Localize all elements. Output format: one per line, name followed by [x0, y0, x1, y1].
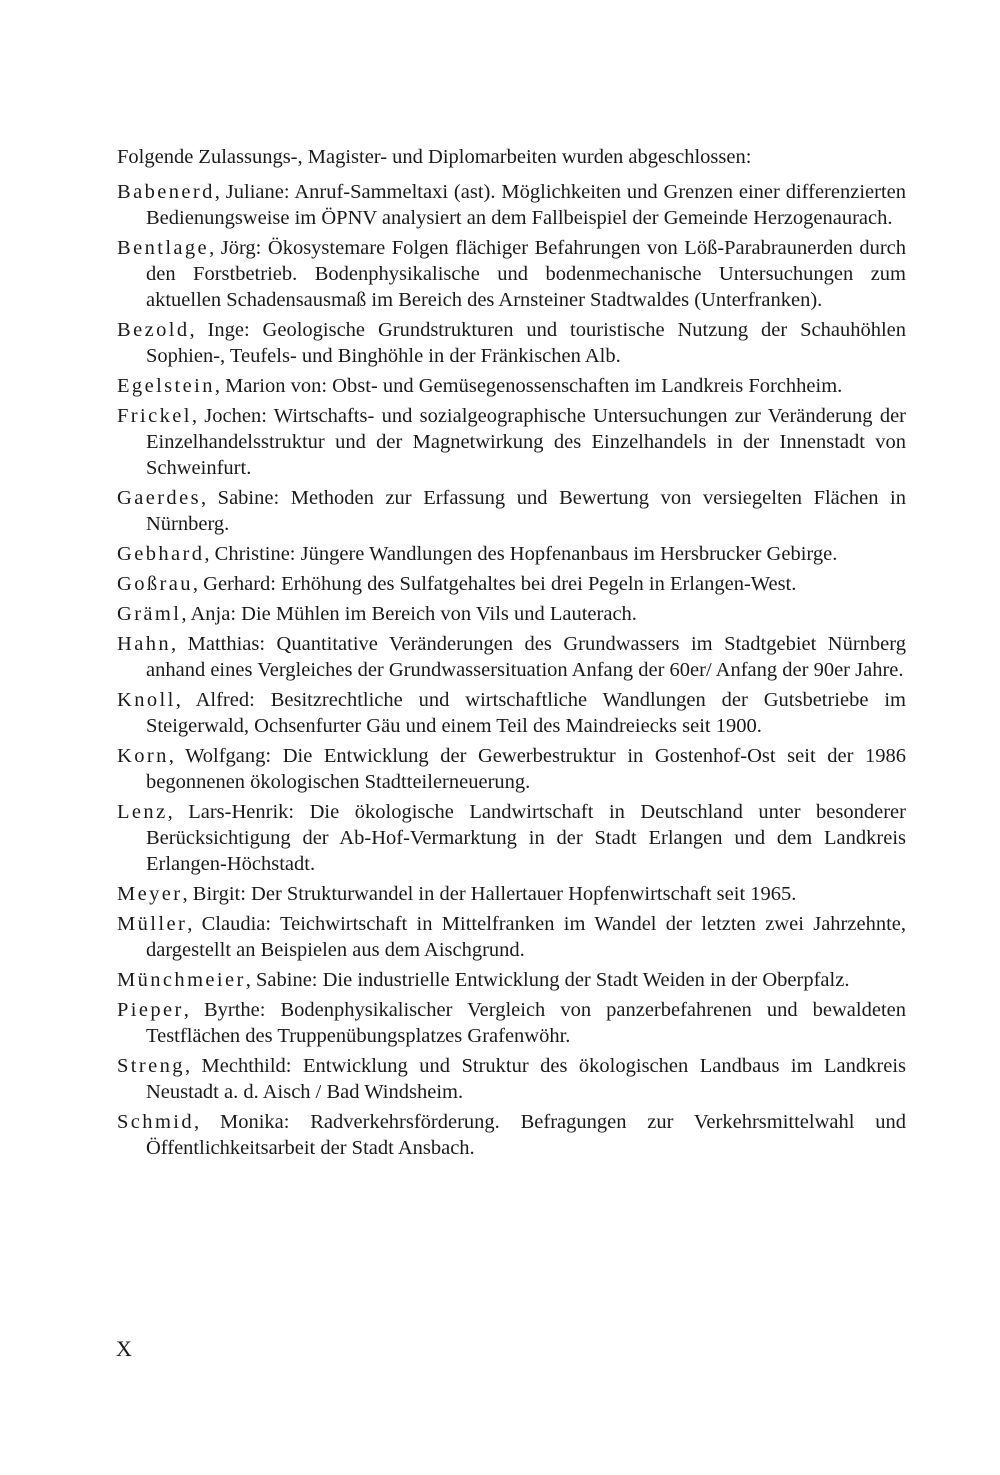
list-item	[117, 881, 906, 907]
entry-text: , Jochen: Wirtschafts- und sozialgeographische Untersuchungen zur Veränderung der Einzelhandelsstruktur und der Magnetwirkung des Einzelhandels in der Innenstadt von Schweinfurt.	[146, 405, 906, 479]
entry-text: , Mechthild: Entwicklung und Struktur des ökologischen Landbaus im Landkreis Neustadt a. d. Aisch / Bad Windsheim.	[146, 1055, 906, 1103]
thesis-list	[117, 179, 906, 1161]
entry-text: , Jörg: Ökosystemare Folgen flächiger Befahrungen von Löß-Parabraunerden durch den Forstbetrieb. Bodenphysikalische und bodenmechanische Untersuchungen zum aktuellen Schadensausmaß im Bereich des Arnsteiner Stadtwaldes (Unterfranken).	[146, 237, 906, 311]
entry-text: , Wolfgang: Die Entwicklung der Gewerbestruktur in Gostenhof-Ost seit der 1986 begonnenen ökologischen Stadtteilerneuerung.	[146, 745, 906, 793]
list-item	[117, 967, 906, 993]
entry-surname: Korn	[117, 745, 169, 767]
entry-surname: Münchmeier	[117, 969, 246, 991]
entry-text: , Inge: Geologische Grundstrukturen und touristische Nutzung der Schauhöhlen Sophien-, Teufels- und Binghöhle in der Fränkischen Alb.	[146, 319, 906, 367]
entry-text: , Birgit: Der Strukturwandel in der Hallertauer Hopfenwirtschaft seit 1965.	[182, 883, 797, 905]
entry-text: , Monika: Radverkehrsförderung. Befragungen zur Verkehrsmittelwahl und Öffentlichkeitsarbeit der Stadt Ansbach.	[146, 1111, 906, 1159]
entry-text: , Matthias: Quantitative Veränderungen des Grundwassers im Stadtgebiet Nürnberg anhand eines Vergleiches der Grundwassersituation Anfang der 60er/ Anfang der 90er Jahre.	[146, 633, 906, 681]
entry-surname: Bezold	[117, 319, 190, 341]
entry-surname: Schmid	[117, 1111, 195, 1133]
entry-surname: Egelstein	[117, 375, 215, 397]
list-item	[117, 743, 906, 795]
entry-surname: Müller	[117, 913, 188, 935]
list-item	[117, 601, 906, 627]
entry-surname: Gräml	[117, 603, 182, 625]
entry-text: , Sabine: Methoden zur Erfassung und Bewertung von versiegelten Flächen in Nürnberg.	[146, 487, 906, 535]
entry-surname: Knoll	[117, 689, 176, 711]
page-number: X	[116, 1336, 132, 1361]
entry-text: , Juliane: Anruf-Sammeltaxi (ast). Möglichkeiten und Grenzen einer differenzierten Bedienungsweise im ÖPNV analysiert an dem Fallbeispiel der Gemeinde Herzogenaurach.	[146, 181, 906, 229]
list-item	[117, 235, 906, 313]
entry-surname: Meyer	[117, 883, 183, 905]
list-item	[117, 571, 906, 597]
entry-text: , Alfred: Besitzrechtliche und wirtschaftliche Wandlungen der Gutsbetriebe im Steigerwald, Ochsenfurter Gäu und einem Teil des Maindreiecks seit 1900.	[146, 689, 906, 737]
entry-surname: Bentlage	[117, 237, 210, 259]
entry-surname: Hahn	[117, 633, 172, 655]
entry-text: , Byrthe: Bodenphysikalischer Vergleich von panzerbefahrenen und bewaldeten Testflächen des Truppenübungsplatzes Grafenwöhr.	[146, 999, 906, 1047]
entry-text: , Sabine: Die industrielle Entwicklung der Stadt Weiden in der Oberpfalz.	[245, 969, 850, 991]
entry-surname: Gebhard	[117, 543, 205, 565]
document-page	[117, 144, 906, 1165]
list-item	[117, 485, 906, 537]
list-item	[117, 179, 906, 231]
intro-text: Folgende Zulassungs-, Magister- und Diplomarbeiten wurden abgeschlossen:	[117, 146, 752, 168]
list-item	[117, 1109, 906, 1161]
entry-surname: Streng	[117, 1055, 185, 1077]
entry-text: , Claudia: Teichwirtschaft in Mittelfranken im Wandel der letzten zwei Jahrzehnte, dargestellt an Beispielen aus dem Aischgrund.	[146, 913, 906, 961]
list-item	[117, 911, 906, 963]
entry-surname: Lenz	[117, 801, 168, 823]
list-item	[117, 373, 906, 399]
list-item	[117, 317, 906, 369]
entry-surname: Babenerd	[117, 181, 215, 203]
entry-surname: Gaerdes	[117, 487, 201, 509]
entry-text: , Anja: Die Mühlen im Bereich von Vils und Lauterach.	[181, 603, 637, 625]
list-item	[117, 1053, 906, 1105]
entry-surname: Goßrau	[117, 573, 193, 595]
list-item	[117, 799, 906, 877]
entry-text: , Lars-Henrik: Die ökologische Landwirtschaft in Deutschland unter besonderer Berücksichtigung der Ab-Hof-Vermarktung in der Stadt Erlangen und dem Landkreis Erlangen-Höchstadt.	[146, 801, 906, 875]
list-item	[117, 631, 906, 683]
entry-text: , Marion von: Obst- und Gemüsegenossenschaften im Landkreis Forchheim.	[214, 375, 843, 397]
entry-text: , Gerhard: Erhöhung des Sulfatgehaltes bei drei Pegeln in Erlangen-West.	[192, 573, 797, 595]
list-item	[117, 403, 906, 481]
entry-surname: Pieper	[117, 999, 184, 1021]
entry-surname: Frickel	[117, 405, 192, 427]
list-item	[117, 541, 906, 567]
entry-text: , Christine: Jüngere Wandlungen des Hopfenanbaus im Hersbrucker Gebirge.	[204, 543, 838, 565]
list-item	[117, 687, 906, 739]
list-item	[117, 997, 906, 1049]
